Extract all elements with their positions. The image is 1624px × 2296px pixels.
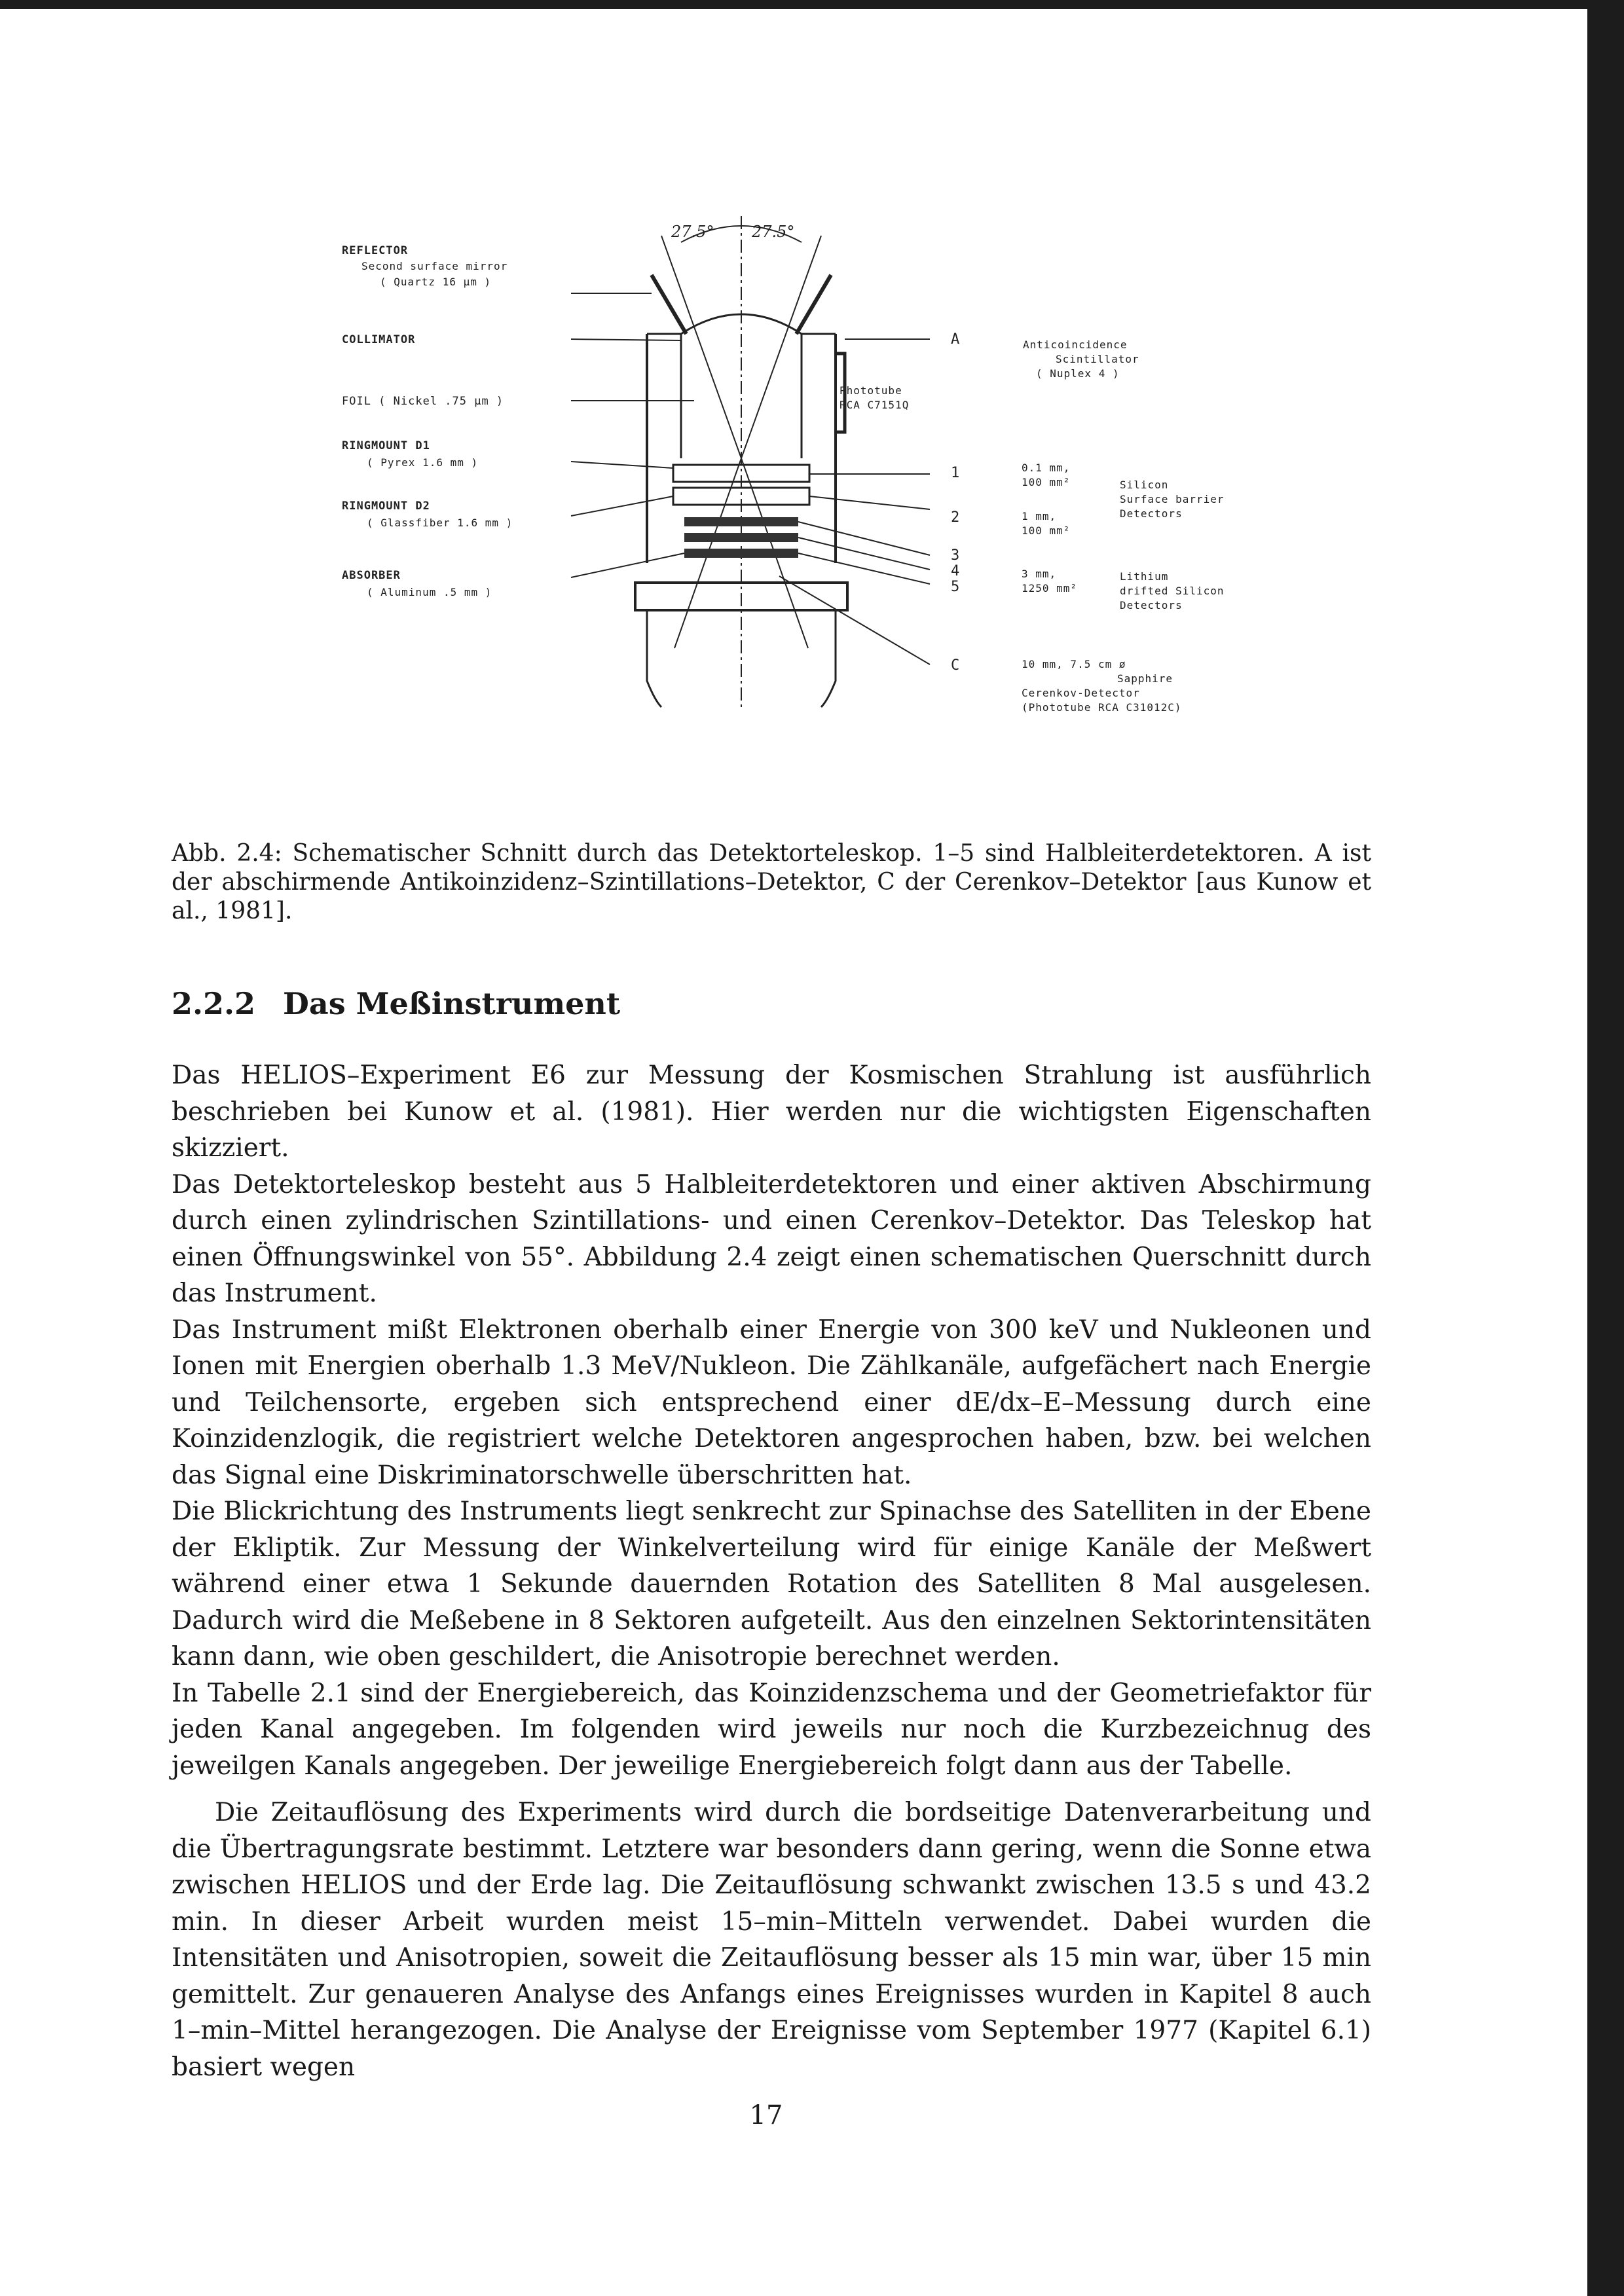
paragraph: In Tabelle 2.1 sind der Energiebereich, das Koinzidenzschema und der Geometriefaktor für jeden Kanal angegeben. Im folgenden wird jeweils nur noch die Kurzbezeichnug des jeweilgen Kanals angegeben. Der jeweilige Energiebereich folgt dann aus der Tabelle. <box>172 1678 1371 1781</box>
label-phototube: Phototube <box>840 384 902 397</box>
body-text <box>172 1057 1371 2085</box>
ray-right-top <box>741 236 821 458</box>
marker-1: 1 <box>951 465 960 481</box>
label-d3-area: 1250 mm² <box>1022 582 1078 594</box>
leader-3 <box>798 522 930 555</box>
label-silicon: Silicon <box>1120 479 1169 491</box>
detector-3 <box>684 517 798 526</box>
label-reflector-sub2: ( Quartz 16 µm ) <box>380 276 492 288</box>
section-number: 2.2.2 <box>172 986 256 1021</box>
label-collimator: COLLIMATOR <box>342 333 416 346</box>
marker-4: 4 <box>951 563 960 579</box>
label-cerenkov-phototube: (Phototube RCA C31012C) <box>1022 701 1182 714</box>
paragraph: Das Instrument mißt Elektronen oberhalb einer Energie von 300 keV und Nukleonen und Ionen mit Energien oberhalb 1.3 MeV/Nukleon. Die Zählkanäle, aufgefächert nach Energie und Teilchensorte, ergeben sich entsprechend einer dE/dx–E–Messung durch eine Koinzidenzlogik, die registriert welche Detektoren angesprochen haben, bzw. bei welchen das Signal eine Diskriminatorschwelle überschritten hat. <box>172 1315 1371 1490</box>
label-d3-thickness: 3 mm, <box>1022 568 1057 580</box>
page-right-border <box>1587 0 1624 2296</box>
reflector-left <box>652 275 686 334</box>
label-detectors-1: Detectors <box>1120 507 1183 520</box>
label-sapphire: Sapphire <box>1117 672 1173 685</box>
label-ringmount-d2-sub: ( Glassfiber 1.6 mm ) <box>367 517 513 529</box>
paragraph: Die Zeitauflösung des Experiments wird durch die bordseitige Datenverarbeitung und die Übertragungsrate bestimmt. Letztere war besonders dann gering, wenn die Sonne etwa zwischen HELIOS und der Erde lag. Die Zeitauflösung schwankt zwischen 13.5 s und 43.2 min. In dieser Arbeit wurden meist 15–min–Mitteln verwendet. Dabei wurden die Intensitäten und Anisotropien, soweit die Zeitauflösung besser als 15 min war, über 15 min gemittelt. Zur genaueren Analyse des Anfangs eines Ereignisses wurden in Kapitel 8 auch 1–min–Mittel herangezogen. Die Analyse der Ereignisse vom September 1977 (Kapitel 6.1) basiert wegen <box>172 1798 1371 2082</box>
figure-caption: Abb. 2.4: Schematischer Schnitt durch das Detektorteleskop. 1–5 sind Halbleiterdetektoren. A ist der abschirmende Antikoinzidenz–Szintillations–Detektor, C der Cerenkov–Detektor [aus Kunow et al., 1981]. <box>172 840 1371 924</box>
leader-d2 <box>571 496 673 516</box>
detector-4 <box>684 533 798 542</box>
paragraph: Das Detektorteleskop besteht aus 5 Halbleiterdetektoren und einer aktiven Abschirmung durch einen zylindrischen Szintillations- und einen Cerenkov–Detektor. Das Teleskop hat einen Öffnungswinkel von 55°. Abbildung 2.4 zeigt einen schematischen Querschnitt durch das Instrument. <box>172 1169 1371 1308</box>
label-absorber-sub: ( Aluminum .5 mm ) <box>367 586 492 598</box>
ray-left-top <box>661 236 741 458</box>
label-anticoincidence: Anticoincidence <box>1023 338 1128 351</box>
section-title: Das Meßinstrument <box>283 986 621 1021</box>
page-number: 17 <box>749 2100 783 2130</box>
reflector-right <box>796 275 831 334</box>
leader-absorber <box>571 553 684 577</box>
label-d1-area: 100 mm² <box>1022 476 1071 488</box>
marker-3: 3 <box>951 547 960 564</box>
page-top-border <box>0 0 1624 9</box>
label-d2-area: 100 mm² <box>1022 524 1071 537</box>
label-absorber: ABSORBER <box>342 569 401 582</box>
label-reflector: REFLECTOR <box>342 244 409 257</box>
marker-c: C <box>951 657 960 674</box>
leader-5 <box>798 553 930 584</box>
label-cerenkov-dims: 10 mm, 7.5 cm ø <box>1022 658 1126 670</box>
label-cerenkov-detector: Cerenkov-Detector <box>1022 687 1140 699</box>
label-ringmount-d2: RINGMOUNT D2 <box>342 500 430 513</box>
paragraph: Das HELIOS–Experiment E6 zur Messung der Kosmischen Strahlung ist ausführlich beschrieben bei Kunow et al. (1981). Hier werden nur die wichtigsten Eigenschaften skizziert. <box>172 1061 1371 1163</box>
leader-2 <box>809 496 930 509</box>
label-reflector-sub1: Second surface mirror <box>361 260 508 272</box>
label-detectors-2: Detectors <box>1120 599 1183 611</box>
label-ringmount-d1: RINGMOUNT D1 <box>342 439 430 452</box>
label-scintillator: Scintillator <box>1056 353 1139 365</box>
leader-collimator <box>571 339 681 340</box>
detector-5 <box>684 549 798 558</box>
section-heading <box>172 986 1350 1021</box>
leader-4 <box>798 538 930 570</box>
marker-5: 5 <box>951 579 960 595</box>
label-lithium: Lithium <box>1120 570 1169 583</box>
label-d1-thickness: 0.1 mm, <box>1022 462 1071 474</box>
marker-2: 2 <box>951 509 960 526</box>
marker-a: A <box>951 331 960 348</box>
label-angle-right: 27.5° <box>752 223 795 241</box>
label-nuplex: ( Nuplex 4 ) <box>1036 367 1120 380</box>
label-foil: FOIL ( Nickel .75 µm ) <box>342 395 504 408</box>
paragraph: Die Blickrichtung des Instruments liegt senkrecht zur Spinachse des Satelliten in der Ebene der Ekliptik. Zur Messung der Winkelverteilung wird für einige Kanäle der Meßwert während einer etwa 1 Sekunde dauernden Rotation des Satelliten 8 Mal ausgelesen. Dadurch wird die Meßebene in 8 Sektoren aufgeteilt. Aus den einzelnen Sektorintensitäten kann dann, wie oben geschildert, die Anisotropie berechnet werden. <box>172 1497 1371 1671</box>
leader-c <box>779 576 930 665</box>
label-lithium-drifted: drifted Silicon <box>1120 585 1225 597</box>
label-surface-barrier: Surface barrier <box>1120 493 1225 505</box>
label-ringmount-d1-sub: ( Pyrex 1.6 mm ) <box>367 456 479 469</box>
leader-d1 <box>571 462 673 468</box>
label-d2-thickness: 1 mm, <box>1022 510 1057 522</box>
detector-figure <box>327 196 1297 740</box>
label-phototube-model: RCA C7151Q <box>840 399 910 411</box>
label-angle-left: 27.5° <box>671 223 714 241</box>
